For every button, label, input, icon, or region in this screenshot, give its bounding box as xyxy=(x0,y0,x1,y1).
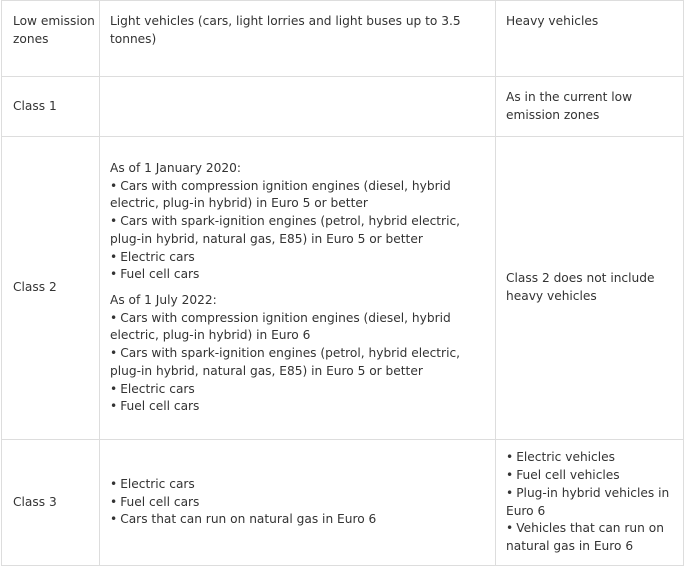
bullet: • xyxy=(110,214,118,229)
bullet: • xyxy=(110,178,118,193)
table-row xyxy=(2,77,684,137)
table-row xyxy=(2,137,684,440)
list-item: • Fuel cell cars xyxy=(110,399,200,414)
class-2-2020-list xyxy=(110,178,491,284)
list-item: • Electric cars xyxy=(110,249,195,264)
class-3-light-vehicles xyxy=(100,440,496,566)
table-row xyxy=(2,440,684,566)
bullet: • xyxy=(110,494,118,509)
class-2-2022-heading: As of 1 July 2022: xyxy=(110,293,217,307)
class-3-light-list xyxy=(110,476,491,529)
list-item: • Electric vehicles xyxy=(506,450,615,465)
class-2-block-2020 xyxy=(110,160,491,284)
list-item: • Plug-in hybrid vehicles in Euro 6 xyxy=(506,485,670,518)
class-2-heavy-vehicles: Class 2 does not include heavy vehicles xyxy=(496,137,684,440)
list-item: • Cars with spark-ignition engines (petrol, hybrid electric, plug-in hybrid, natural gas, E85) in Euro 5 or better xyxy=(110,346,461,378)
class-1-light-vehicles xyxy=(100,77,496,137)
list-item: • Cars with compression ignition engines (diesel, hybrid electric, plug-in hybrid) in Euro 6 xyxy=(110,310,451,343)
list-item: • Cars with compression ignition engines (diesel, hybrid electric, plug-in hybrid) in Euro 5 or better xyxy=(110,178,451,211)
list-item: • Fuel cell cars xyxy=(110,267,200,282)
bullet: • xyxy=(110,381,118,396)
header-heavy-vehicles: Heavy vehicles xyxy=(496,1,684,77)
bullet: • xyxy=(110,399,118,414)
list-item: • Cars with spark-ignition engines (petrol, hybrid electric, plug-in hybrid, natural gas, E85) in Euro 5 or better xyxy=(110,214,461,246)
bullet: • xyxy=(506,521,514,536)
list-item: • Fuel cell cars xyxy=(110,494,200,509)
bullet: • xyxy=(506,450,514,465)
bullet: • xyxy=(506,485,514,500)
row-label-class-3: Class 3 xyxy=(2,440,100,566)
row-label-class-2: Class 2 xyxy=(2,137,100,440)
class-2-2020-heading: As of 1 January 2020: xyxy=(110,161,242,176)
bullet: • xyxy=(110,476,118,491)
bullet: • xyxy=(110,249,118,264)
row-label-class-1: Class 1 xyxy=(2,77,100,137)
class-1-heavy-vehicles: As in the current low emission zones xyxy=(496,77,684,137)
bullet: • xyxy=(110,512,118,527)
class-3-heavy-vehicles xyxy=(496,440,684,566)
table-header-row xyxy=(2,1,684,77)
list-item: • Electric cars xyxy=(110,476,195,491)
list-item: • Cars that can run on natural gas in Euro 6 xyxy=(110,512,377,527)
class-2-block-2022 xyxy=(110,292,491,416)
list-item: • Electric cars xyxy=(110,381,195,396)
header-low-emission-zones: Low emission zones xyxy=(2,1,100,77)
list-item: • Vehicles that can run on natural gas in Euro 6 xyxy=(506,521,664,553)
bullet: • xyxy=(110,267,118,282)
bullet: • xyxy=(110,310,118,325)
class-2-light-vehicles xyxy=(100,137,496,440)
class-3-heavy-list xyxy=(506,449,679,555)
list-item: • Fuel cell vehicles xyxy=(506,468,620,483)
header-light-vehicles: Light vehicles (cars, light lorries and light buses up to 3.5 tonnes) xyxy=(100,1,496,77)
emission-zones-table xyxy=(1,0,684,566)
bullet: • xyxy=(110,346,118,361)
bullet: • xyxy=(506,468,514,483)
class-2-2022-list xyxy=(110,310,491,416)
